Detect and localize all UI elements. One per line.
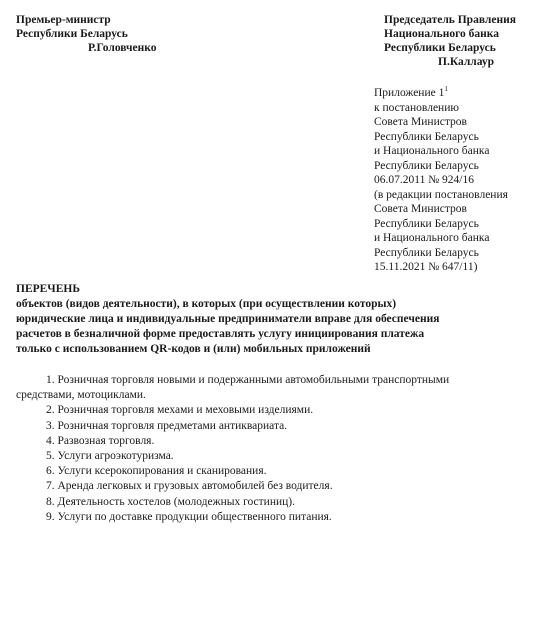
- annex-line: (в редакции постановления: [374, 188, 508, 201]
- annex-line: Республики Беларусь: [374, 246, 479, 259]
- signatory-country: Республики Беларусь: [384, 42, 496, 54]
- signature-block-prime-minister: [16, 13, 157, 55]
- annex-line: Совета Министров: [374, 203, 467, 215]
- annex-title-superscript: 1: [444, 85, 448, 94]
- list-item: 9. Услуги по доставке продукции общественного питания.: [46, 510, 332, 523]
- list-subtitle-line: только с использованием QR-кодов и (или) мобильных приложений: [16, 343, 371, 355]
- list-item-continuation: средствами, мотоциклами.: [16, 389, 146, 402]
- list-item: 6. Услуги ксерокопирования и сканирования.: [46, 465, 267, 478]
- list-subtitle-line: расчетов в безналичной форме предоставлять услугу инициирования платежа: [16, 328, 425, 340]
- signature-block-bank-chairman: [384, 13, 516, 69]
- list-item: 2. Розничная торговля мехами и меховыми изделиями.: [46, 404, 314, 417]
- list-subtitle-line: объектов (видов деятельности), в которых (при осуществлении которых): [16, 298, 397, 310]
- list-item: 5. Услуги агроэкотуризма.: [46, 450, 174, 463]
- annex-line: и Национального банка: [374, 145, 490, 157]
- annex-line: Республики Беларусь: [374, 130, 479, 143]
- signatory-title: Премьер-министр: [16, 14, 111, 26]
- signatory-name: П.Каллаур: [438, 56, 495, 68]
- annex-line: Совета Министров: [374, 116, 467, 128]
- annex-line: к постановлению: [374, 101, 459, 114]
- list-item: 3. Розничная торговля предметами антиквариата.: [46, 419, 288, 432]
- annex-reference: [374, 86, 549, 275]
- annex-title: Приложение $1^1$: [374, 85, 448, 99]
- annex-line: 06.07.2011 № 924/16: [374, 174, 474, 186]
- annex-line: Республики Беларусь: [374, 217, 479, 230]
- annex-line: Республики Беларусь: [374, 159, 479, 172]
- list-item: 8. Деятельность хостелов (молодежных гостиниц).: [46, 495, 295, 508]
- list-item: 4. Развозная торговля.: [46, 434, 155, 447]
- list-item: 7. Аренда легковых и грузовых автомобилей без водителя.: [46, 480, 333, 493]
- list-title: ПЕРЕЧЕНЬ: [16, 283, 80, 295]
- list-item: 1. Розничная торговля новыми и подержанными автомобильными транспортными: [46, 374, 450, 386]
- signatory-country: Республики Беларусь: [16, 28, 128, 40]
- annex-line: и Национального банка: [374, 232, 490, 244]
- list-heading: [16, 282, 531, 357]
- signatory-name: Р.Головченко: [88, 42, 157, 54]
- signatory-title: Председатель Правления: [384, 14, 516, 26]
- annex-line: 15.11.2021 № 647/11): [374, 261, 478, 273]
- signatory-organization: Национального банка: [384, 28, 499, 40]
- list-subtitle-line: юридические лица и индивидуальные предприниматели вправе для обеспечения: [16, 313, 440, 325]
- activity-list: [16, 373, 531, 525]
